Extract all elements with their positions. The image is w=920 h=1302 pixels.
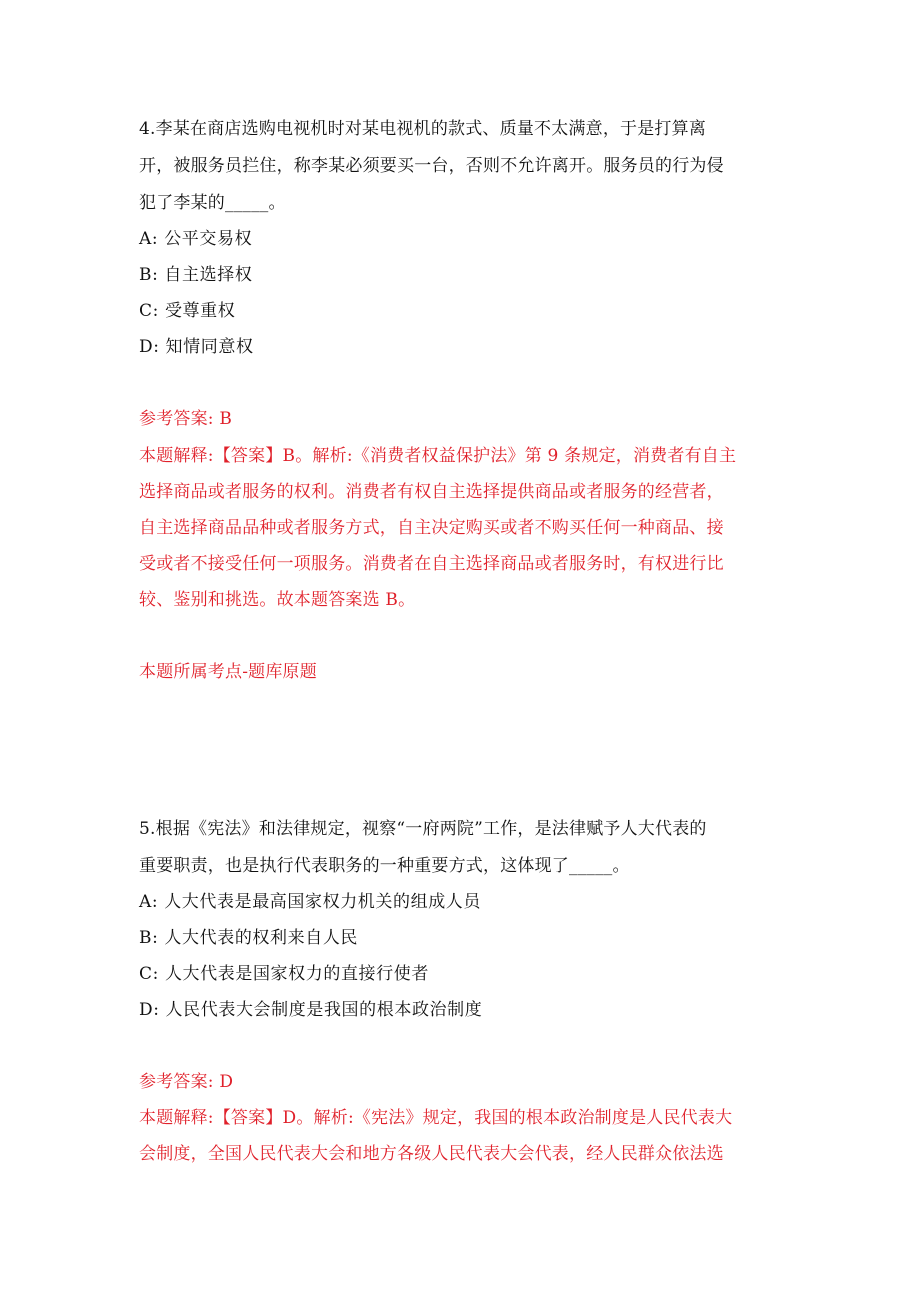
option-b: B: 人大代表的权利来自人民 xyxy=(139,928,359,948)
answer-label: 参考答案: B xyxy=(139,409,233,429)
topic-label: 本题所属考点-题库原题 xyxy=(139,662,317,682)
option-c: C: 人大代表是国家权力的直接行使者 xyxy=(139,964,429,984)
option-d: D: 知情同意权 xyxy=(139,337,254,357)
explanation-line: 会制度，全国人民代表大会和地方各级人民代表大会代表，经人民群众依法选 xyxy=(139,1144,724,1164)
option-d: D: 人民代表大会制度是我国的根本政治制度 xyxy=(139,1000,483,1020)
option-b: B: 自主选择权 xyxy=(139,265,253,285)
question-stem-line: 重要职责，也是执行代表职务的一种重要方式，这体现了_____。 xyxy=(139,856,630,876)
explanation-line: 选择商品或者服务的权利。消费者有权自主选择提供商品或者服务的经营者， xyxy=(139,482,724,502)
option-a: A: 公平交易权 xyxy=(139,229,253,249)
option-c: C: 受尊重权 xyxy=(139,301,236,321)
question-stem-line: 4.李某在商店选购电视机时对某电视机的款式、质量不太满意，于是打算离 xyxy=(139,119,707,139)
explanation-line: 自主选择商品品种或者服务方式，自主决定购买或者不购买任何一种商品、接 xyxy=(139,518,724,538)
explanation-line: 受或者不接受任何一项服务。消费者在自主选择商品或者服务时，有权进行比 xyxy=(139,554,724,574)
explanation-line: 本题解释:【答案】B。解析:《消费者权益保护法》第 9 条规定，消费者有自主 xyxy=(139,446,737,466)
answer-label: 参考答案: D xyxy=(139,1072,234,1092)
question-stem-line: 5.根据《宪法》和法律规定，视察“一府两院”工作，是法律赋予人大代表的 xyxy=(139,819,707,839)
option-a: A: 人大代表是最高国家权力机关的组成人员 xyxy=(139,892,482,912)
question-stem-line: 犯了李某的_____。 xyxy=(139,193,286,213)
explanation-line: 本题解释:【答案】D。解析:《宪法》规定，我国的根本政治制度是人民代表大 xyxy=(139,1108,733,1128)
question-stem-line: 开，被服务员拦住，称李某必须要买一台，否则不允许离开。服务员的行为侵 xyxy=(139,156,724,176)
explanation-line: 较、鉴别和挑选。故本题答案选 B。 xyxy=(139,590,416,610)
